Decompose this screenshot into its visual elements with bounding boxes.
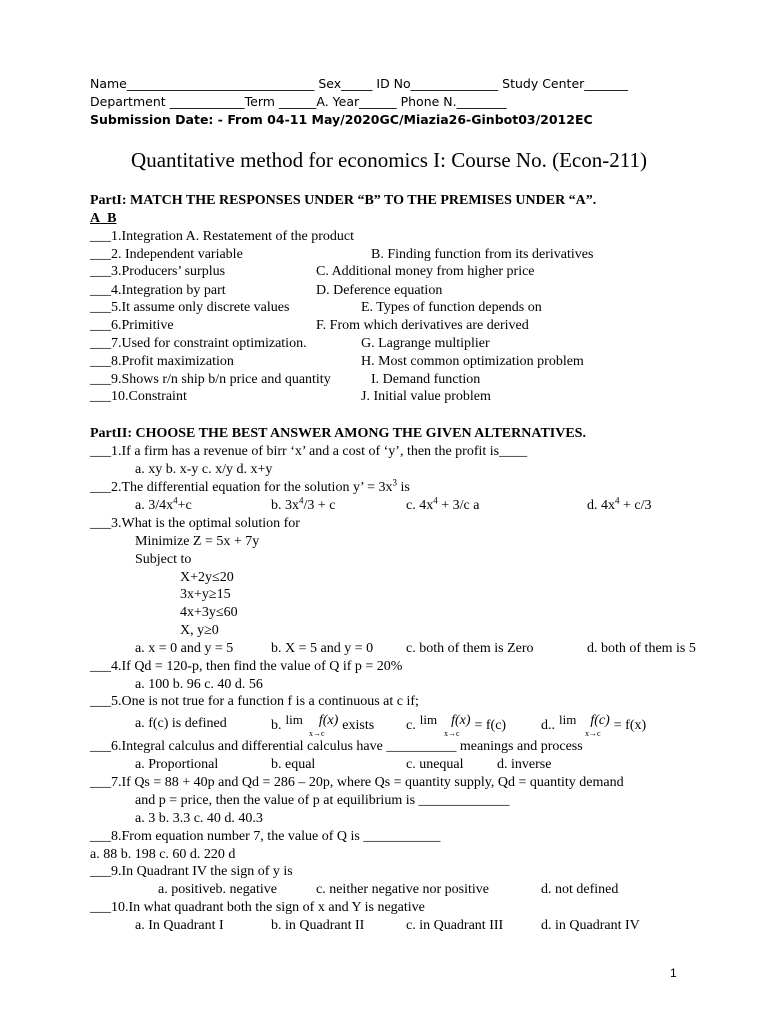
q2-option-d: d. $4x^4 + c/3$ <box>587 495 652 513</box>
column-b-label: B <box>107 211 117 226</box>
q2-option-c: c. $4x^4 + 3/c$ a <box>406 495 480 513</box>
q10-option-d: d. in Quadrant IV <box>541 918 640 933</box>
premise-6: ___6.Primitive <box>90 318 174 333</box>
response-i: I. Demand function <box>371 372 481 387</box>
q10-option-a: a. In Quadrant I <box>135 918 224 933</box>
question-8: ___8.From equation number 7, the value of Q is ___________ <box>90 829 441 844</box>
q3-option-a: a. x = 0 and y = 5 <box>135 641 234 656</box>
q5-option-b: b. lim x→c f(x) exists <box>271 712 375 738</box>
q2-stem-tail: is <box>396 480 410 495</box>
q3-constraint-2: 3x+y≥15 <box>180 587 231 602</box>
q9-option-c: c. neither negative nor positive <box>316 882 489 897</box>
question-7: ___7.If Qs = 88 + 40p and Qd = 286 – 20p, where Qs = quantity supply, Qd = quantity demand <box>90 775 624 790</box>
q5-option-d: d.. lim x→c f(c) = f(x) <box>541 712 647 738</box>
premise-8: ___8.Profit maximization <box>90 354 234 369</box>
response-j: J. Initial value problem <box>361 389 491 404</box>
premise-7: ___7.Used for constraint optimization. <box>90 336 307 351</box>
response-h: H. Most common optimization problem <box>361 354 584 369</box>
premise-2: ___2. Independent variable <box>90 247 243 262</box>
header-form-line-1: Name______________________________ Sex_____ ID No______________ Study Center_______ <box>90 76 629 91</box>
q3-option-c: c. both of them is Zero <box>406 641 534 656</box>
q6-option-d: d. inverse <box>497 757 552 772</box>
response-c: C. Additional money from higher price <box>316 264 535 279</box>
question-8-options: a. 88 b. 198 c. 60 d. 220 d <box>90 847 236 862</box>
response-b: B. Finding function from its derivatives <box>371 247 594 262</box>
q10-option-b: b. in Quadrant II <box>271 918 365 933</box>
q3-subject-to: Subject to <box>135 552 192 567</box>
premise-10: ___10.Constraint <box>90 389 187 404</box>
q10-option-c: c. in Quadrant III <box>406 918 504 933</box>
q3-option-d: d. both of them is 5 <box>587 641 696 656</box>
q3-constraint-1: X+2y≤20 <box>180 570 234 585</box>
question-7-continued: and p = price, then the value of p at equilibrium is _____________ <box>135 793 510 808</box>
q2-exponent: 3 <box>392 477 397 488</box>
q9-option-d: d. not defined <box>541 882 619 897</box>
q5-option-a: a. f(c) is defined <box>135 716 227 731</box>
part1-heading: PartI: MATCH THE RESPONSES UNDER “B” TO THE PREMISES UNDER “A”. <box>90 193 597 208</box>
q2-option-b: b. $3x^4/3 + c$ <box>271 495 336 513</box>
question-3: ___3.What is the optimal solution for <box>90 516 300 531</box>
question-1-options: a. xy b. x-y c. x/y d. x+y <box>135 462 273 477</box>
q3-constraint-3: 4x+3y≤60 <box>180 605 238 620</box>
question-9: ___9.In Quadrant IV the sign of y is <box>90 864 293 879</box>
q6-option-c: c. unequal <box>406 757 464 772</box>
response-e: E. Types of function depends on <box>361 300 542 315</box>
q2-stem: ___2.The differential equation for the solution y’ = 3x <box>90 480 393 495</box>
part2-heading: PartII: CHOOSE THE BEST ANSWER AMONG THE GIVEN ALTERNATIVES. <box>90 426 586 441</box>
question-2 <box>90 477 410 496</box>
question-1: ___1.If a firm has a revenue of birr ‘x’ and a cost of ‘y’, then the profit is____ <box>90 444 528 459</box>
page-number: 1 <box>670 966 677 980</box>
premise-3: ___3.Producers’ surplus <box>90 264 226 279</box>
q9-options-ab: a. positiveb. negative <box>158 882 277 897</box>
q2-option-a: a. $3/4x^4+c$ <box>135 495 192 513</box>
question-4: ___4.If Qd = 120-p, then find the value of Q if p = 20% <box>90 659 403 674</box>
question-4-options: a. 100 b. 96 c. 40 d. 56 <box>135 677 263 692</box>
premise-1: ___1.Integration A. Restatement of the product <box>90 229 354 244</box>
q3-option-b: b. X = 5 and y = 0 <box>271 641 374 656</box>
part1-column-headers <box>90 211 116 227</box>
question-6: ___6.Integral calculus and differential calculus have __________ meanings and process <box>90 739 583 754</box>
question-5: ___5.One is not true for a function f is a continuous at c if; <box>90 694 419 709</box>
premise-4: ___4.Integration by part <box>90 283 226 298</box>
premise-9: ___9.Shows r/n ship b/n price and quantity <box>90 372 331 387</box>
header-form-line-2: Department ____________Term ______A. Year______ Phone N.________ <box>90 94 507 109</box>
q3-objective: Minimize Z = 5x + 7y <box>135 534 260 549</box>
response-d: D. Deference equation <box>316 283 443 298</box>
q6-option-a: a. Proportional <box>135 757 219 772</box>
question-7-options: a. 3 b. 3.3 c. 40 d. 40.3 <box>135 811 263 826</box>
q5-option-c: c. lim x→c f(x) = f(c) <box>406 712 507 738</box>
q6-option-b: b. equal <box>271 757 316 772</box>
response-f: F. From which derivatives are derived <box>316 318 529 333</box>
column-a-label: A <box>90 211 101 226</box>
question-10: ___10.In what quadrant both the sign of x and Y is negative <box>90 900 425 915</box>
premise-5: ___5.It assume only discrete values <box>90 300 290 315</box>
submission-date: Submission Date: - From 04-11 May/2020GC/Miazia26-Ginbot03/2012EC <box>90 112 593 127</box>
response-g: G. Lagrange multiplier <box>361 336 490 351</box>
q3-constraint-4: X, y≥0 <box>180 623 219 638</box>
page-title: Quantitative method for economics I: Course No. (Econ-211) <box>131 148 647 172</box>
